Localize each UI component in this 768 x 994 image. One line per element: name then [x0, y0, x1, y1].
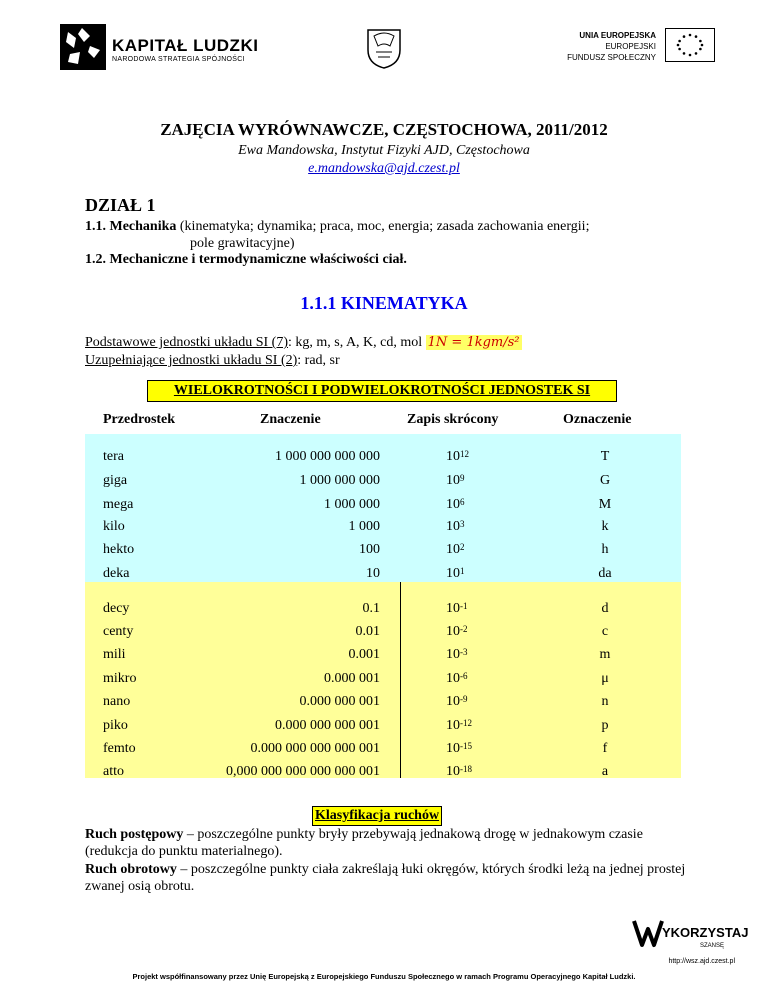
rotational-motion-term: Ruch obrotowy [85, 862, 177, 877]
eu-line-3: FUNDUSZ SPOŁECZNY [567, 53, 656, 62]
prefix-cell: hekto [103, 542, 135, 557]
power-exponent: -15 [460, 741, 472, 751]
prefix-cell: piko [103, 718, 128, 733]
power-cell [446, 539, 465, 561]
power-exponent: -18 [460, 764, 472, 774]
power-base: 10 [446, 624, 460, 639]
kinematyka-heading: 1.1.1 KINEMATYKA [300, 293, 468, 313]
power-exponent: 6 [460, 497, 465, 507]
power-base: 10 [446, 741, 460, 756]
prefix-cell: giga [103, 473, 128, 488]
symbol-cell: M [598, 497, 612, 512]
translational-motion-text: – poszczególne punkty bryły przebywają jednakową drogę w jednakowym czasie (redukcja do punktu materialnego). [85, 827, 643, 859]
power-base: 10 [446, 566, 460, 581]
prefix-cell: femto [103, 741, 136, 756]
power-exponent: -1 [460, 601, 468, 611]
meaning-cell: 1 000 000 000 000 [275, 449, 380, 464]
footer-url[interactable]: http://wsz.ajd.czest.pl [668, 958, 735, 965]
ajd-crest-icon [362, 26, 406, 70]
power-exponent: 9 [460, 473, 465, 483]
prefix-cell: nano [103, 694, 131, 709]
meaning-cell: 0.01 [355, 624, 380, 639]
power-base: 10 [446, 718, 460, 733]
power-exponent: 12 [460, 449, 469, 459]
symbol-cell: T [600, 449, 610, 464]
eu-line-2: EUROPEJSKI [605, 42, 656, 51]
wykorzystaj-text: YKORZYSTAJ [662, 925, 749, 940]
rotational-motion-paragraph [85, 861, 695, 895]
translational-motion-term: Ruch postępowy [85, 827, 184, 842]
prefix-cell: tera [103, 449, 124, 464]
symbol-cell: h [601, 542, 609, 557]
power-base: 10 [446, 694, 460, 709]
power-cell [446, 644, 468, 666]
szanse-text: SZANSĘ [700, 943, 725, 949]
meaning-cell: 0.000 001 [324, 671, 380, 686]
prefix-table-title: WIELOKROTNOŚCI I PODWIELOKROTNOŚCI JEDNOSTEK SI [147, 380, 617, 402]
symbol-cell: d [601, 601, 609, 616]
prefix-cell: mega [103, 497, 134, 512]
section-1-1-continuation: pole grawitacyjne) [190, 236, 295, 251]
wykorzystaj-szanse-logo [630, 915, 749, 955]
power-exponent: -9 [460, 694, 468, 704]
power-exponent: -2 [460, 624, 468, 634]
header-short-notation: Zapis skrócony [407, 412, 499, 427]
meaning-cell: 1 000 000 000 [299, 473, 380, 488]
prefix-cell: mikro [103, 671, 137, 686]
section-1-1 [85, 218, 589, 235]
power-cell [446, 598, 468, 620]
prefix-cell: deka [103, 566, 130, 581]
power-base: 10 [446, 473, 460, 488]
power-cell [446, 715, 472, 737]
power-cell [446, 446, 469, 468]
meaning-cell: 1 000 000 [324, 497, 380, 512]
symbol-cell: c [601, 624, 609, 639]
symbol-cell: μ [601, 671, 609, 686]
kapital-ludzki-title: KAPITAŁ LUDZKI [112, 36, 259, 55]
power-cell [446, 621, 468, 643]
power-cell [446, 470, 465, 492]
eu-line-1: UNIA EUROPEJSKA [579, 31, 656, 40]
meaning-cell: 0.001 [348, 647, 380, 662]
rotational-motion-text: – poszczególne punkty ciała zakreślają łuki okręgów, których środki leżą na jednej prostej zwanej osią obrotu. [85, 862, 686, 894]
meaning-cell: 0.000 000 001 [299, 694, 380, 709]
power-cell [446, 494, 465, 516]
power-exponent: 1 [460, 566, 465, 576]
base-units-label: Podstawowe jednostki układu SI (7) [85, 335, 288, 350]
motion-heading: Klasyfikacja ruchów [312, 806, 442, 826]
symbol-cell: k [601, 519, 609, 534]
power-cell [446, 761, 472, 783]
header-meaning: Znaczenie [260, 412, 321, 427]
symbol-cell: G [599, 473, 611, 488]
meaning-cell: 100 [359, 542, 380, 557]
si-units-block [85, 334, 522, 370]
base-units-list: : kg, m, s, A, K, cd, mol [287, 335, 426, 350]
power-base: 10 [446, 647, 460, 662]
newton-formula: 1N = 1kgm/s² [427, 335, 520, 350]
symbol-cell: da [598, 566, 612, 581]
power-base: 10 [446, 449, 460, 464]
power-cell [446, 516, 465, 538]
power-base: 10 [446, 497, 460, 512]
meaning-cell: 0,000 000 000 000 000 001 [226, 764, 380, 779]
meaning-cell: 0.1 [362, 601, 380, 616]
supplementary-units-label: Uzupełniające jednostki układu SI (2) [85, 353, 298, 368]
meaning-cell: 0.000 000 000 001 [275, 718, 380, 733]
translational-motion-paragraph [85, 826, 695, 860]
meaning-cell: 0.000 000 000 000 001 [250, 741, 380, 756]
power-cell [446, 668, 468, 690]
prefix-cell: kilo [103, 519, 125, 534]
symbol-cell: p [601, 718, 609, 733]
power-exponent: -6 [460, 671, 468, 681]
footer-funding-note: Projekt współfinansowany przez Unię Europejską z Europejskiego Funduszu Społecznego w ramach Programu Operacyjnego Kapitał Ludzki. [132, 972, 636, 981]
symbol-cell: f [602, 741, 608, 756]
power-cell [446, 738, 472, 760]
symbol-cell: n [601, 694, 609, 709]
prefix-cell: decy [103, 601, 130, 616]
section-1-1-number: 1.1. Mechanika [85, 219, 177, 234]
power-base: 10 [446, 542, 460, 557]
document-title: ZAJĘCIA WYRÓWNAWCZE, CZĘSTOCHOWA, 2011/2012 [160, 120, 608, 139]
section-1-2-text: 1.2. Mechaniczne i termodynamiczne właściwości ciał. [85, 252, 407, 267]
author-email-link[interactable]: e.mandowska@ajd.czest.pl [308, 161, 460, 176]
meaning-cell: 10 [366, 566, 380, 581]
prefix-cell: centy [103, 624, 134, 639]
header-prefix: Przedrostek [103, 412, 176, 427]
power-base: 10 [446, 764, 460, 779]
supplementary-units-list: : rad, sr [297, 353, 340, 368]
prefix-cell: mili [103, 647, 126, 662]
eu-flag-icon [665, 28, 715, 62]
header-symbol: Oznaczenie [563, 412, 632, 427]
kapital-ludzki-subtitle: NARODOWA STRATEGIA SPÓJNOŚCI [112, 56, 245, 63]
power-base: 10 [446, 601, 460, 616]
symbol-cell: a [601, 764, 609, 779]
power-base: 10 [446, 519, 460, 534]
power-exponent: 2 [460, 542, 465, 552]
power-exponent: -3 [460, 647, 468, 657]
meaning-cell: 1 000 [348, 519, 380, 534]
eu-text-block [556, 30, 656, 63]
prefix-cell: atto [103, 764, 124, 779]
power-exponent: -12 [460, 718, 472, 728]
power-base: 10 [446, 671, 460, 686]
author-line: Ewa Mandowska, Instytut Fizyki AJD, Częstochowa [238, 143, 530, 158]
section-1-1-text: (kinematyka; dynamika; praca, moc, energia; zasada zachowania energii; [176, 219, 590, 234]
section-1-2 [85, 251, 407, 268]
power-exponent: 3 [460, 519, 465, 529]
column-divider [400, 582, 401, 778]
symbol-cell: m [599, 647, 611, 662]
power-cell [446, 691, 468, 713]
power-cell [446, 563, 465, 585]
section-heading: DZIAŁ 1 [85, 195, 156, 215]
